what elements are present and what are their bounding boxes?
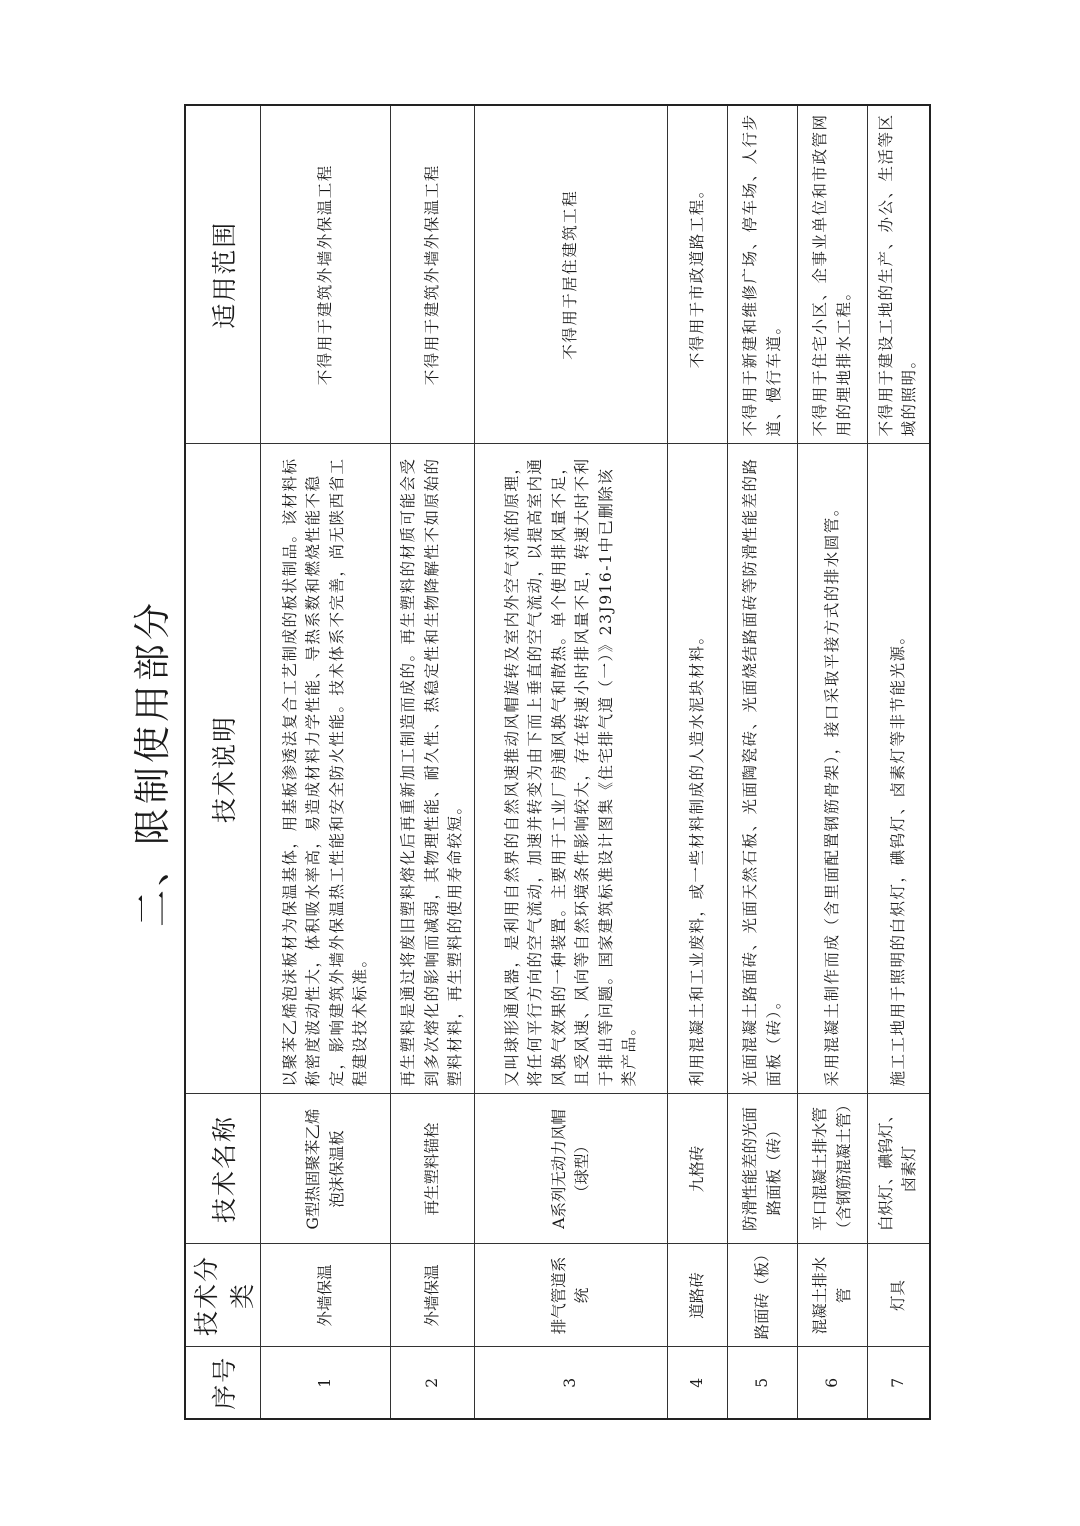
header-description: 技术说明 xyxy=(185,444,261,1094)
row-description: 光面混凝土路面砖、光面天然石板、光面陶瓷砖、光面烧结路面砖等防滑性能差的路面板（砖）。 xyxy=(728,444,798,1094)
row-description: 再生塑料是通过将废旧塑料熔化后再重新加工制造而成的。再生塑料的材质可能会受到多次熔化的影响而减弱，其物理性能、耐久性、热稳定性和生物降解性不如原始的塑料材料，再生塑料的使用寿命较短。 xyxy=(391,444,475,1094)
row-number: 4 xyxy=(668,1347,728,1419)
row-tech-name: 平口混凝土排水管（含钢筋混凝土管） xyxy=(798,1094,868,1244)
row-scope: 不得用于建筑外墙外保温工程 xyxy=(261,105,391,444)
row-tech-name: G型热固聚苯乙烯泡沫保温板 xyxy=(261,1094,391,1244)
row-category: 外墙保温 xyxy=(391,1244,475,1347)
header-tech-name: 技术名称 xyxy=(185,1094,261,1244)
row-scope: 不得用于建筑外墙外保温工程 xyxy=(391,105,475,444)
row-number: 5 xyxy=(728,1347,798,1419)
row-description: 利用混凝土和工业废料，或一些材料制成的人造水泥块材料。 xyxy=(668,444,728,1094)
row-number: 6 xyxy=(798,1347,868,1419)
row-category: 外墙保温 xyxy=(261,1244,391,1347)
row-scope: 不得用于新建和维修广场、停车场、人行步道、慢行车道。 xyxy=(728,105,798,444)
row-tech-name: 九格砖 xyxy=(668,1094,728,1244)
row-tech-name: 再生塑料锚栓 xyxy=(391,1094,475,1244)
row-category: 路面砖（板） xyxy=(728,1244,798,1347)
row-category: 混凝土排水管 xyxy=(798,1244,868,1347)
row-scope: 不得用于建设工地的生产、办公、生活等区域的照明。 xyxy=(868,105,930,444)
row-tech-name: 白炽灯、碘钨灯、卤素灯 xyxy=(868,1094,930,1244)
table-row xyxy=(728,105,798,1419)
table-row xyxy=(798,105,868,1419)
restricted-use-table xyxy=(184,104,931,1420)
table-row xyxy=(391,105,475,1419)
row-number: 3 xyxy=(475,1347,668,1419)
row-scope: 不得用于居住建筑工程 xyxy=(475,105,668,444)
page-title: 二、限制使用部分 xyxy=(131,599,174,927)
header-category: 技术分类 xyxy=(185,1244,261,1347)
row-number: 1 xyxy=(261,1347,391,1419)
table-header-row xyxy=(185,105,261,1419)
table-row xyxy=(668,105,728,1419)
row-tech-name: A系列无动力风帽（球型） xyxy=(475,1094,668,1244)
row-description: 又叫球形通风器，是利用自然界的自然风速推动风帽旋转及室内外空气对流的原理，将任何平行方向的空气流动，加速并转变为由下而上垂直的空气流动，以提高室内通风换气效果的一种装置。主要用于工业厂房通风换气和散热。单个使用排风量不足，且受风速、风向等自然环境条件影响较大，存在转速小时排风量不足，转速大时不利于排出等问题。国家建筑标准设计图集《住宅排气道（一）》23J916-1中已删除该类产品。 xyxy=(475,444,668,1094)
header-serial-number: 序号 xyxy=(185,1347,261,1419)
row-scope: 不得用于住宅小区、企事业单位和市政管网用的埋地排水工程。 xyxy=(798,105,868,444)
row-description: 采用混凝土制作而成（含里面配置钢筋骨架），接口采取平接方式的排水圆管。 xyxy=(798,444,868,1094)
row-category: 道路砖 xyxy=(668,1244,728,1347)
row-category: 灯具 xyxy=(868,1244,930,1347)
row-description: 以聚苯乙烯泡沫板材为保温基体，用基板渗透法复合工艺制成的板状制品。该材料标称密度波动性大，体积吸水率高，易造成材料力学性能、导热系数和燃烧性能不稳定，影响建筑外墙外保温热工性能和安全防火性能。技术体系不完善，尚无陕西省工程建设技术标准。 xyxy=(261,444,391,1094)
row-tech-name: 防滑性能差的光面路面板（砖） xyxy=(728,1094,798,1244)
table-row xyxy=(261,105,391,1419)
row-scope: 不得用于市政道路工程。 xyxy=(668,105,728,444)
row-description: 施工工地用于照明的白炽灯，碘钨灯、卤素灯等非节能光源。 xyxy=(868,444,930,1094)
table-row xyxy=(868,105,930,1419)
header-scope: 适用范围 xyxy=(185,105,261,444)
row-category: 排气管道系统 xyxy=(475,1244,668,1347)
row-number: 7 xyxy=(868,1347,930,1419)
table-row xyxy=(475,105,668,1419)
row-number: 2 xyxy=(391,1347,475,1419)
